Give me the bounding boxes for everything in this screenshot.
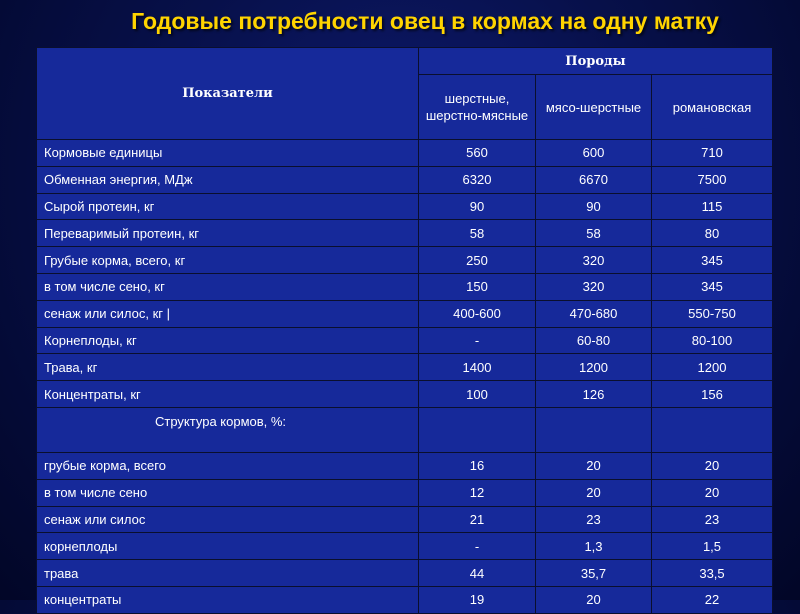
table-row bbox=[37, 533, 773, 560]
row-label: Кормовые единицы bbox=[37, 140, 419, 167]
table-row bbox=[37, 166, 773, 193]
row-value: - bbox=[419, 533, 536, 560]
row-value: 21 bbox=[419, 506, 536, 533]
section-row bbox=[37, 407, 773, 452]
row-value: 80 bbox=[652, 220, 773, 247]
row-value: 20 bbox=[652, 479, 773, 506]
table-row bbox=[37, 354, 773, 381]
row-value: 90 bbox=[536, 193, 652, 220]
row-value: 58 bbox=[536, 220, 652, 247]
row-label: Переваримый протеин, кг bbox=[37, 220, 419, 247]
row-label: Сырой протеин, кг bbox=[37, 193, 419, 220]
row-value: 320 bbox=[536, 247, 652, 274]
row-value: 7500 bbox=[652, 166, 773, 193]
empty-cell bbox=[536, 407, 652, 452]
row-value: 320 bbox=[536, 273, 652, 300]
breed-header-romanov: романовская bbox=[652, 75, 773, 140]
row-value: 19 bbox=[419, 586, 536, 613]
breed-header-wool: шерстные, шерстно-мясные bbox=[419, 75, 536, 140]
row-value: 22 bbox=[652, 586, 773, 613]
row-value: 1400 bbox=[419, 354, 536, 381]
row-value: 710 bbox=[652, 140, 773, 167]
table-row bbox=[37, 247, 773, 274]
indicators-header: Показатели bbox=[37, 48, 419, 140]
table-row bbox=[37, 506, 773, 533]
row-value: 560 bbox=[419, 140, 536, 167]
table-row bbox=[37, 381, 773, 408]
table-row bbox=[37, 273, 773, 300]
row-value: 1,3 bbox=[536, 533, 652, 560]
row-value: 345 bbox=[652, 273, 773, 300]
row-value: 550-750 bbox=[652, 300, 773, 327]
row-value: 90 bbox=[419, 193, 536, 220]
row-label: корнеплоды bbox=[37, 533, 419, 560]
row-value: 35,7 bbox=[536, 560, 652, 587]
row-value: 600 bbox=[536, 140, 652, 167]
row-value: 23 bbox=[652, 506, 773, 533]
feed-requirements-table bbox=[36, 47, 773, 614]
breed-header-meat-wool: мясо-шерстные bbox=[536, 75, 652, 140]
row-value: 20 bbox=[536, 452, 652, 479]
row-value: 100 bbox=[419, 381, 536, 408]
row-label: сенаж или силос bbox=[37, 506, 419, 533]
page-title: Годовые потребности овец в кормах на одну матку bbox=[131, 8, 719, 34]
row-label: в том числе сено bbox=[37, 479, 419, 506]
row-value: 12 bbox=[419, 479, 536, 506]
empty-cell bbox=[419, 407, 536, 452]
table-row bbox=[37, 140, 773, 167]
row-value: 33,5 bbox=[652, 560, 773, 587]
table-row bbox=[37, 300, 773, 327]
row-value: 150 bbox=[419, 273, 536, 300]
row-label: Корнеплоды, кг bbox=[37, 327, 419, 354]
row-label: грубые корма, всего bbox=[37, 452, 419, 479]
row-value: 20 bbox=[536, 586, 652, 613]
row-value: 20 bbox=[652, 452, 773, 479]
row-value: 6670 bbox=[536, 166, 652, 193]
row-value: 20 bbox=[536, 479, 652, 506]
empty-cell bbox=[652, 407, 773, 452]
row-value: 470-680 bbox=[536, 300, 652, 327]
row-value: 58 bbox=[419, 220, 536, 247]
row-value: 1200 bbox=[536, 354, 652, 381]
row-value: 60-80 bbox=[536, 327, 652, 354]
table-row bbox=[37, 452, 773, 479]
row-label: сенаж или силос, кг | bbox=[37, 300, 419, 327]
row-value: 23 bbox=[536, 506, 652, 533]
row-label: в том числе сено, кг bbox=[37, 273, 419, 300]
row-label: Грубые корма, всего, кг bbox=[37, 247, 419, 274]
row-value: 6320 bbox=[419, 166, 536, 193]
structure-section-title: Структура кормов, %: bbox=[37, 407, 419, 452]
row-value: 400-600 bbox=[419, 300, 536, 327]
table-row bbox=[37, 193, 773, 220]
table-row bbox=[37, 479, 773, 506]
breeds-header: Породы bbox=[419, 48, 773, 75]
row-value: 1200 bbox=[652, 354, 773, 381]
table-row bbox=[37, 327, 773, 354]
row-value: 345 bbox=[652, 247, 773, 274]
table-row bbox=[37, 560, 773, 587]
row-value: 115 bbox=[652, 193, 773, 220]
row-label: концентраты bbox=[37, 586, 419, 613]
row-label: трава bbox=[37, 560, 419, 587]
row-value: - bbox=[419, 327, 536, 354]
row-value: 80-100 bbox=[652, 327, 773, 354]
row-label: Трава, кг bbox=[37, 354, 419, 381]
row-value: 156 bbox=[652, 381, 773, 408]
row-label: Обменная энергия, МДж bbox=[37, 166, 419, 193]
row-label: Концентраты, кг bbox=[37, 381, 419, 408]
row-value: 250 bbox=[419, 247, 536, 274]
row-value: 1,5 bbox=[652, 533, 773, 560]
row-value: 126 bbox=[536, 381, 652, 408]
row-value: 16 bbox=[419, 452, 536, 479]
row-value: 44 bbox=[419, 560, 536, 587]
table-row bbox=[37, 220, 773, 247]
